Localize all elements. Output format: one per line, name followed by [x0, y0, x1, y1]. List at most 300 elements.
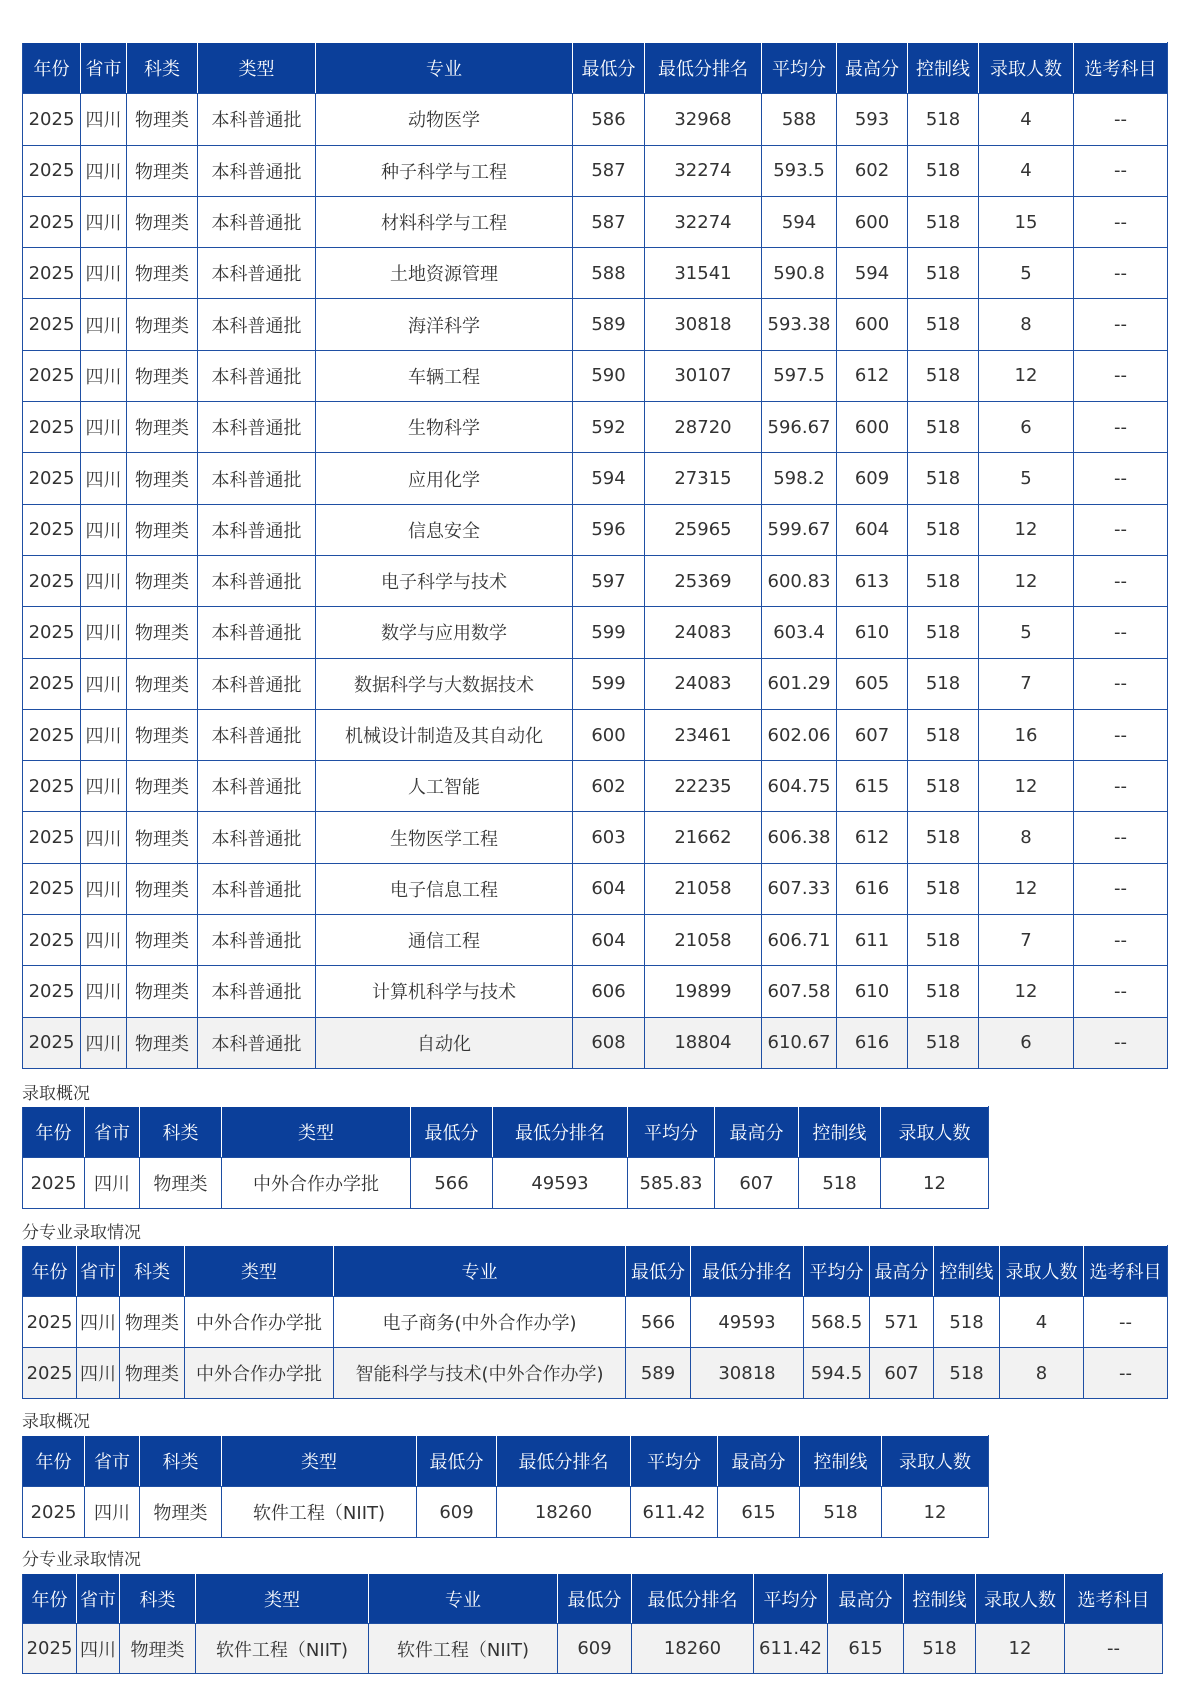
- table-cell: --: [1074, 709, 1168, 760]
- column-header: 科类: [127, 43, 198, 94]
- table-cell: 596: [573, 504, 645, 555]
- table-row: [23, 248, 1168, 299]
- column-header: 类型: [222, 1107, 411, 1158]
- table-row: [23, 453, 1168, 504]
- table-cell: 软件工程（NIIT): [222, 1487, 417, 1538]
- table-cell: 518: [908, 350, 979, 401]
- table-cell: 593.38: [762, 299, 837, 350]
- column-header: 科类: [140, 1107, 222, 1158]
- table-cell: --: [1074, 658, 1168, 709]
- table-cell: 49593: [493, 1158, 628, 1209]
- table-cell: 土地资源管理: [316, 248, 573, 299]
- table-cell: 518: [908, 145, 979, 196]
- column-header: 控制线: [799, 1107, 881, 1158]
- table-cell: 中外合作办学批: [185, 1297, 334, 1348]
- table-row: [23, 555, 1168, 606]
- column-header: 省市: [77, 1246, 120, 1297]
- table-cell: 四川: [81, 94, 127, 145]
- table-cell: 12: [976, 1624, 1065, 1674]
- table-cell: 597.5: [762, 350, 837, 401]
- column-header: 最高分: [718, 1436, 800, 1487]
- table-cell: --: [1065, 1624, 1163, 1674]
- table-cell: --: [1074, 607, 1168, 658]
- table-cell: 518: [908, 761, 979, 812]
- column-header: 平均分: [754, 1574, 828, 1624]
- table-row: [23, 350, 1168, 401]
- table-row: [23, 812, 1168, 863]
- table-cell: 518: [800, 1487, 882, 1538]
- table-cell: 607: [837, 709, 908, 760]
- table-cell: 606: [573, 966, 645, 1017]
- table-cell: 物理类: [140, 1487, 222, 1538]
- table-cell: 568.5: [804, 1297, 870, 1348]
- column-header: 类型: [185, 1246, 334, 1297]
- column-header: 省市: [77, 1574, 120, 1624]
- table-cell: 518: [908, 812, 979, 863]
- table-cell: 2025: [23, 915, 81, 966]
- table-cell: 本科普通批: [198, 863, 316, 914]
- table-cell: 605: [837, 658, 908, 709]
- table-cell: 12: [979, 504, 1074, 555]
- table-cell: 610.67: [762, 1017, 837, 1068]
- column-header: 选考科目: [1065, 1574, 1163, 1624]
- column-header: 专业: [369, 1574, 558, 1624]
- table-cell: 30818: [645, 299, 762, 350]
- table-cell: 物理类: [127, 607, 198, 658]
- table-cell: 8: [979, 812, 1074, 863]
- table-cell: 本科普通批: [198, 145, 316, 196]
- table-cell: 609: [558, 1624, 632, 1674]
- table-cell: 594: [573, 453, 645, 504]
- table-cell: --: [1074, 248, 1168, 299]
- table-cell: 518: [908, 299, 979, 350]
- column-header: 省市: [81, 43, 127, 94]
- table-cell: 车辆工程: [316, 350, 573, 401]
- section-title-summary-2: 录取概况: [22, 1412, 90, 1432]
- column-header: 最低分: [417, 1436, 497, 1487]
- table-cell: 智能科学与技术(中外合作办学): [334, 1348, 626, 1399]
- table-cell: --: [1074, 812, 1168, 863]
- table-cell: 四川: [77, 1348, 120, 1399]
- table-cell: 电子科学与技术: [316, 555, 573, 606]
- table-cell: 5: [979, 453, 1074, 504]
- table-cell: 589: [573, 299, 645, 350]
- table-cell: 518: [908, 863, 979, 914]
- table-cell: 2025: [23, 1487, 85, 1538]
- table-cell: --: [1074, 350, 1168, 401]
- table-cell: 603: [573, 812, 645, 863]
- column-header: 省市: [85, 1436, 140, 1487]
- table-cell: 2025: [23, 350, 81, 401]
- table-row: [23, 1017, 1168, 1068]
- table-cell: 600.83: [762, 555, 837, 606]
- table-cell: 585.83: [628, 1158, 715, 1209]
- table-cell: 2025: [23, 1297, 77, 1348]
- table-cell: 四川: [77, 1624, 120, 1674]
- table-cell: 2025: [23, 1017, 81, 1068]
- column-header: 控制线: [908, 43, 979, 94]
- table-cell: 23461: [645, 709, 762, 760]
- table-cell: 四川: [81, 812, 127, 863]
- table-cell: 四川: [81, 709, 127, 760]
- table-row: [23, 94, 1168, 145]
- table-cell: 30818: [691, 1348, 804, 1399]
- column-header: 省市: [85, 1107, 140, 1158]
- column-header: 录取人数: [979, 43, 1074, 94]
- table-cell: 607: [870, 1348, 934, 1399]
- table-cell: 12: [979, 863, 1074, 914]
- table-cell: 本科普通批: [198, 453, 316, 504]
- section-title-summary: 录取概况: [22, 1084, 90, 1104]
- column-header: 科类: [120, 1246, 185, 1297]
- table-cell: 589: [626, 1348, 691, 1399]
- table-cell: --: [1074, 1017, 1168, 1068]
- table-row: [23, 504, 1168, 555]
- column-header: 科类: [120, 1574, 196, 1624]
- table-cell: 611: [837, 915, 908, 966]
- table-cell: 四川: [81, 299, 127, 350]
- table-cell: 机械设计制造及其自动化: [316, 709, 573, 760]
- table-cell: 本科普通批: [198, 915, 316, 966]
- table-cell: 600: [837, 402, 908, 453]
- main-admission-table: [22, 42, 1168, 1069]
- table-cell: 物理类: [127, 966, 198, 1017]
- table-cell: 599.67: [762, 504, 837, 555]
- table-cell: 606.71: [762, 915, 837, 966]
- table-cell: 物理类: [120, 1297, 185, 1348]
- table-cell: 28720: [645, 402, 762, 453]
- table-cell: 5: [979, 607, 1074, 658]
- table-cell: 566: [411, 1158, 493, 1209]
- table-cell: 12: [979, 350, 1074, 401]
- table-cell: --: [1074, 555, 1168, 606]
- table-cell: 物理类: [127, 812, 198, 863]
- table-cell: --: [1074, 94, 1168, 145]
- column-header: 最低分排名: [645, 43, 762, 94]
- table-cell: 518: [908, 196, 979, 247]
- table-cell: 软件工程（NIIT): [196, 1624, 369, 1674]
- column-header: 最高分: [837, 43, 908, 94]
- table-cell: 2025: [23, 1624, 77, 1674]
- table-cell: 611.42: [754, 1624, 828, 1674]
- table-cell: 518: [908, 453, 979, 504]
- table-cell: 571: [870, 1297, 934, 1348]
- table-cell: 中外合作办学批: [185, 1348, 334, 1399]
- table-cell: 物理类: [127, 350, 198, 401]
- table-cell: 615: [837, 761, 908, 812]
- table-cell: 四川: [77, 1297, 120, 1348]
- table-header-row: [23, 1574, 1163, 1624]
- table-cell: 电子信息工程: [316, 863, 573, 914]
- table-cell: 2025: [23, 555, 81, 606]
- table-cell: 22235: [645, 761, 762, 812]
- table-cell: 594.5: [804, 1348, 870, 1399]
- column-header: 录取人数: [881, 1107, 989, 1158]
- table-cell: 2025: [23, 658, 81, 709]
- table-cell: 物理类: [140, 1158, 222, 1209]
- table-cell: 588: [762, 94, 837, 145]
- table-cell: 18804: [645, 1017, 762, 1068]
- table-cell: 593.5: [762, 145, 837, 196]
- table-cell: 31541: [645, 248, 762, 299]
- table-row: [23, 607, 1168, 658]
- table-cell: 2025: [23, 1158, 85, 1209]
- table-cell: 四川: [81, 915, 127, 966]
- table-cell: 596.67: [762, 402, 837, 453]
- column-header: 选考科目: [1074, 43, 1168, 94]
- table-cell: 四川: [81, 607, 127, 658]
- table-cell: 电子商务(中外合作办学): [334, 1297, 626, 1348]
- table-row: [23, 299, 1168, 350]
- table-row: [23, 915, 1168, 966]
- table-cell: 2025: [23, 863, 81, 914]
- column-header: 平均分: [762, 43, 837, 94]
- table-cell: 518: [908, 94, 979, 145]
- table-cell: 7: [979, 658, 1074, 709]
- table-cell: 612: [837, 350, 908, 401]
- summary-table-niit: [22, 1435, 989, 1538]
- table-cell: 587: [573, 196, 645, 247]
- table-row: [23, 1624, 1163, 1674]
- table-cell: 本科普通批: [198, 350, 316, 401]
- table-cell: 2025: [23, 607, 81, 658]
- table-cell: 610: [837, 966, 908, 1017]
- table-cell: 30107: [645, 350, 762, 401]
- majors-table-sino-foreign: [22, 1245, 1168, 1399]
- table-cell: 19899: [645, 966, 762, 1017]
- table-cell: 物理类: [127, 453, 198, 504]
- table-cell: 49593: [691, 1297, 804, 1348]
- table-cell: 600: [837, 196, 908, 247]
- column-header: 最低分: [626, 1246, 691, 1297]
- table-cell: 四川: [81, 248, 127, 299]
- table-cell: 518: [908, 1017, 979, 1068]
- table-cell: 四川: [81, 402, 127, 453]
- table-cell: 本科普通批: [198, 658, 316, 709]
- table-cell: 594: [837, 248, 908, 299]
- column-header: 最高分: [715, 1107, 799, 1158]
- table-cell: 518: [934, 1348, 1000, 1399]
- table-cell: 本科普通批: [198, 555, 316, 606]
- table-cell: 8: [1000, 1348, 1084, 1399]
- table-row: [23, 196, 1168, 247]
- table-cell: 604.75: [762, 761, 837, 812]
- table-cell: 590: [573, 350, 645, 401]
- table-cell: 21058: [645, 863, 762, 914]
- column-header: 年份: [23, 1246, 77, 1297]
- table-cell: 2025: [23, 453, 81, 504]
- table-row: [23, 1348, 1168, 1399]
- table-cell: 四川: [85, 1158, 140, 1209]
- column-header: 录取人数: [1000, 1246, 1084, 1297]
- column-header: 最高分: [828, 1574, 904, 1624]
- table-cell: 32274: [645, 145, 762, 196]
- table-cell: 2025: [23, 299, 81, 350]
- table-row: [23, 709, 1168, 760]
- table-row: [23, 402, 1168, 453]
- column-header: 最低分排名: [632, 1574, 754, 1624]
- table-cell: 本科普通批: [198, 248, 316, 299]
- table-cell: 5: [979, 248, 1074, 299]
- table-cell: 数学与应用数学: [316, 607, 573, 658]
- table-row: [23, 966, 1168, 1017]
- table-cell: 通信工程: [316, 915, 573, 966]
- table-cell: 604: [573, 915, 645, 966]
- table-cell: 600: [573, 709, 645, 760]
- table-cell: 物理类: [127, 402, 198, 453]
- table-cell: 518: [904, 1624, 976, 1674]
- table-cell: --: [1074, 966, 1168, 1017]
- table-cell: 592: [573, 402, 645, 453]
- table-cell: 518: [908, 607, 979, 658]
- column-header: 类型: [222, 1436, 417, 1487]
- table-cell: 604: [837, 504, 908, 555]
- table-cell: 四川: [81, 658, 127, 709]
- table-cell: 594: [762, 196, 837, 247]
- table-cell: 590.8: [762, 248, 837, 299]
- column-header: 年份: [23, 1436, 85, 1487]
- table-cell: --: [1084, 1297, 1168, 1348]
- table-row: [23, 145, 1168, 196]
- column-header: 最低分排名: [497, 1436, 631, 1487]
- table-cell: 物理类: [127, 761, 198, 812]
- table-cell: 598.2: [762, 453, 837, 504]
- table-cell: 518: [799, 1158, 881, 1209]
- table-cell: 27315: [645, 453, 762, 504]
- column-header: 类型: [198, 43, 316, 94]
- table-cell: 本科普通批: [198, 504, 316, 555]
- table-cell: --: [1074, 915, 1168, 966]
- table-cell: 生物科学: [316, 402, 573, 453]
- table-cell: 587: [573, 145, 645, 196]
- table-cell: 12: [881, 1158, 989, 1209]
- table-cell: 12: [979, 761, 1074, 812]
- table-cell: 24083: [645, 658, 762, 709]
- table-cell: --: [1084, 1348, 1168, 1399]
- table-cell: 4: [979, 94, 1074, 145]
- table-cell: 597: [573, 555, 645, 606]
- table-cell: 616: [837, 1017, 908, 1068]
- table-cell: 软件工程（NIIT): [369, 1624, 558, 1674]
- table-row: [23, 1297, 1168, 1348]
- table-cell: 2025: [23, 812, 81, 863]
- column-header: 年份: [23, 1107, 85, 1158]
- table-cell: 物理类: [127, 94, 198, 145]
- column-header: 年份: [23, 43, 81, 94]
- table-cell: 四川: [85, 1487, 140, 1538]
- table-cell: 海洋科学: [316, 299, 573, 350]
- table-cell: 610: [837, 607, 908, 658]
- column-header: 类型: [196, 1574, 369, 1624]
- table-cell: 18260: [632, 1624, 754, 1674]
- table-cell: 物理类: [127, 709, 198, 760]
- table-cell: 606.38: [762, 812, 837, 863]
- table-cell: 21058: [645, 915, 762, 966]
- table-cell: 607: [715, 1158, 799, 1209]
- column-header: 专业: [316, 43, 573, 94]
- table-cell: 593: [837, 94, 908, 145]
- table-cell: 本科普通批: [198, 812, 316, 863]
- column-header: 最低分: [411, 1107, 493, 1158]
- column-header: 平均分: [804, 1246, 870, 1297]
- table-cell: 本科普通批: [198, 196, 316, 247]
- table-cell: 599: [573, 658, 645, 709]
- table-cell: 599: [573, 607, 645, 658]
- table-cell: 本科普通批: [198, 607, 316, 658]
- table-cell: 602.06: [762, 709, 837, 760]
- table-cell: 608: [573, 1017, 645, 1068]
- table-cell: 物理类: [127, 555, 198, 606]
- table-cell: 518: [908, 658, 979, 709]
- table-cell: 物理类: [120, 1624, 196, 1674]
- table-header-row: [23, 1246, 1168, 1297]
- table-cell: 计算机科学与技术: [316, 966, 573, 1017]
- table-cell: 种子科学与工程: [316, 145, 573, 196]
- table-cell: 四川: [81, 555, 127, 606]
- table-cell: 607.58: [762, 966, 837, 1017]
- table-cell: 32274: [645, 196, 762, 247]
- table-cell: 603.4: [762, 607, 837, 658]
- table-cell: 2025: [23, 248, 81, 299]
- table-header-row: [23, 1436, 989, 1487]
- table-row: [23, 863, 1168, 914]
- table-cell: 602: [573, 761, 645, 812]
- table-cell: 609: [837, 453, 908, 504]
- table-cell: 本科普通批: [198, 1017, 316, 1068]
- table-cell: 2025: [23, 145, 81, 196]
- table-cell: --: [1074, 453, 1168, 504]
- table-cell: 518: [908, 248, 979, 299]
- table-cell: 600: [837, 299, 908, 350]
- table-cell: 物理类: [127, 915, 198, 966]
- table-cell: 四川: [81, 453, 127, 504]
- table-cell: 物理类: [127, 196, 198, 247]
- column-header: 平均分: [628, 1107, 715, 1158]
- table-cell: 自动化: [316, 1017, 573, 1068]
- table-cell: 586: [573, 94, 645, 145]
- table-header-row: [23, 1107, 989, 1158]
- table-cell: 6: [979, 1017, 1074, 1068]
- column-header: 录取人数: [976, 1574, 1065, 1624]
- table-cell: 物理类: [127, 1017, 198, 1068]
- table-cell: 4: [979, 145, 1074, 196]
- table-cell: 物理类: [127, 504, 198, 555]
- table-cell: 2025: [23, 196, 81, 247]
- table-cell: 25965: [645, 504, 762, 555]
- column-header: 平均分: [631, 1436, 718, 1487]
- table-cell: 四川: [81, 966, 127, 1017]
- table-cell: 本科普通批: [198, 761, 316, 812]
- table-cell: --: [1074, 196, 1168, 247]
- table-cell: 物理类: [127, 145, 198, 196]
- table-cell: 616: [837, 863, 908, 914]
- table-cell: 18260: [497, 1487, 631, 1538]
- table-cell: 518: [908, 709, 979, 760]
- column-header: 最低分: [573, 43, 645, 94]
- table-row: [23, 1158, 989, 1209]
- table-cell: 中外合作办学批: [222, 1158, 411, 1209]
- table-cell: 应用化学: [316, 453, 573, 504]
- table-cell: 物理类: [127, 658, 198, 709]
- column-header: 录取人数: [882, 1436, 989, 1487]
- table-cell: 611.42: [631, 1487, 718, 1538]
- table-cell: 本科普通批: [198, 966, 316, 1017]
- column-header: 控制线: [904, 1574, 976, 1624]
- table-cell: 12: [979, 966, 1074, 1017]
- table-cell: 物理类: [127, 863, 198, 914]
- table-cell: 2025: [23, 504, 81, 555]
- table-cell: 四川: [81, 350, 127, 401]
